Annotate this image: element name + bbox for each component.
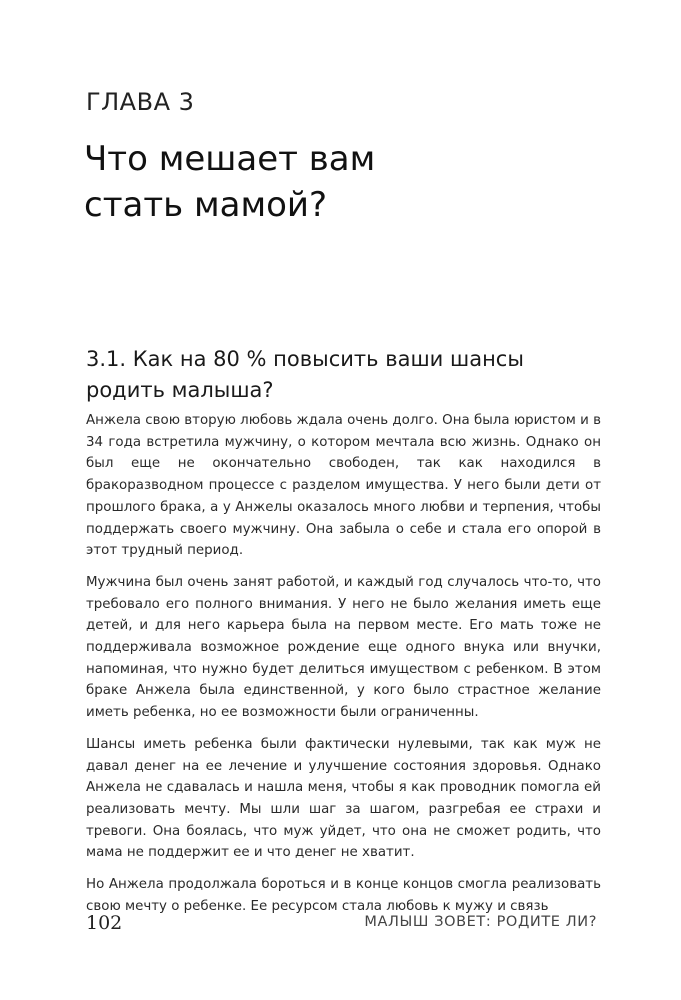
section-title-line-2: родить малыша? — [86, 378, 274, 402]
paragraph: Шансы иметь ребенка были фактически нулевыми, так как муж не давал денег на ее лечение и улучшение состояния здоровья. Однако Анжела не сдавалась и нашла меня, чтобы я как проводник помогла ей реализовать мечту. Мы шли шаг за шагом, разгребая ее страхи и тревоги. Она боялась, что муж уйдет, что она не сможет родить, что мама не поддержит ее и что денег не хватит. — [86, 736, 601, 861]
section-title-line-1: 3.1. Как на 80 % повысить ваши шансы — [86, 347, 524, 371]
chapter-title — [84, 136, 604, 228]
section-title — [86, 344, 606, 406]
paragraph: Мужчина был очень занят работой, и каждый год случалось что-то, что требовало его полного внимания. У него не было желания иметь еще детей, и для него карьера была на первом месте. Его мать тоже не поддерживала возможное рождение еще одного внука или внучки, напоминая, что нужно будет делиться имуществом с ребенком. В этом браке Анжела была единственной, у кого было страстное желание иметь ребенка, но ее возможности были ограниченны. — [86, 574, 601, 721]
chapter-title-line-1: Что мешает вам — [84, 139, 376, 179]
body-text — [86, 410, 601, 927]
chapter-label: ГЛАВА 3 — [86, 88, 195, 116]
paragraph: Анжела свою вторую любовь ждала очень долго. Она была юристом и в 34 года встретила мужчину, о котором мечтала всю жизнь. Однако он был еще не окончательно свободен, так как находился в бракоразводном процессе с разделом имущества. У него были дети от прошлого брака, а у Анжелы оказалось много любви и терпения, чтобы поддержать своего мужчину. Она забыла о себе и стала его опорой в этот трудный период. — [86, 413, 601, 559]
paragraph: Но Анжела продолжала бороться и в конце концов смогла реализовать свою мечту о ребенке. Ее ресурсом стала любовь к мужу и связь — [86, 877, 601, 914]
chapter-title-line-2: стать мамой? — [84, 185, 328, 225]
running-title: МАЛЫШ ЗОВЕТ: РОДИТЕ ЛИ? — [364, 914, 597, 930]
page-number: 102 — [86, 912, 123, 934]
